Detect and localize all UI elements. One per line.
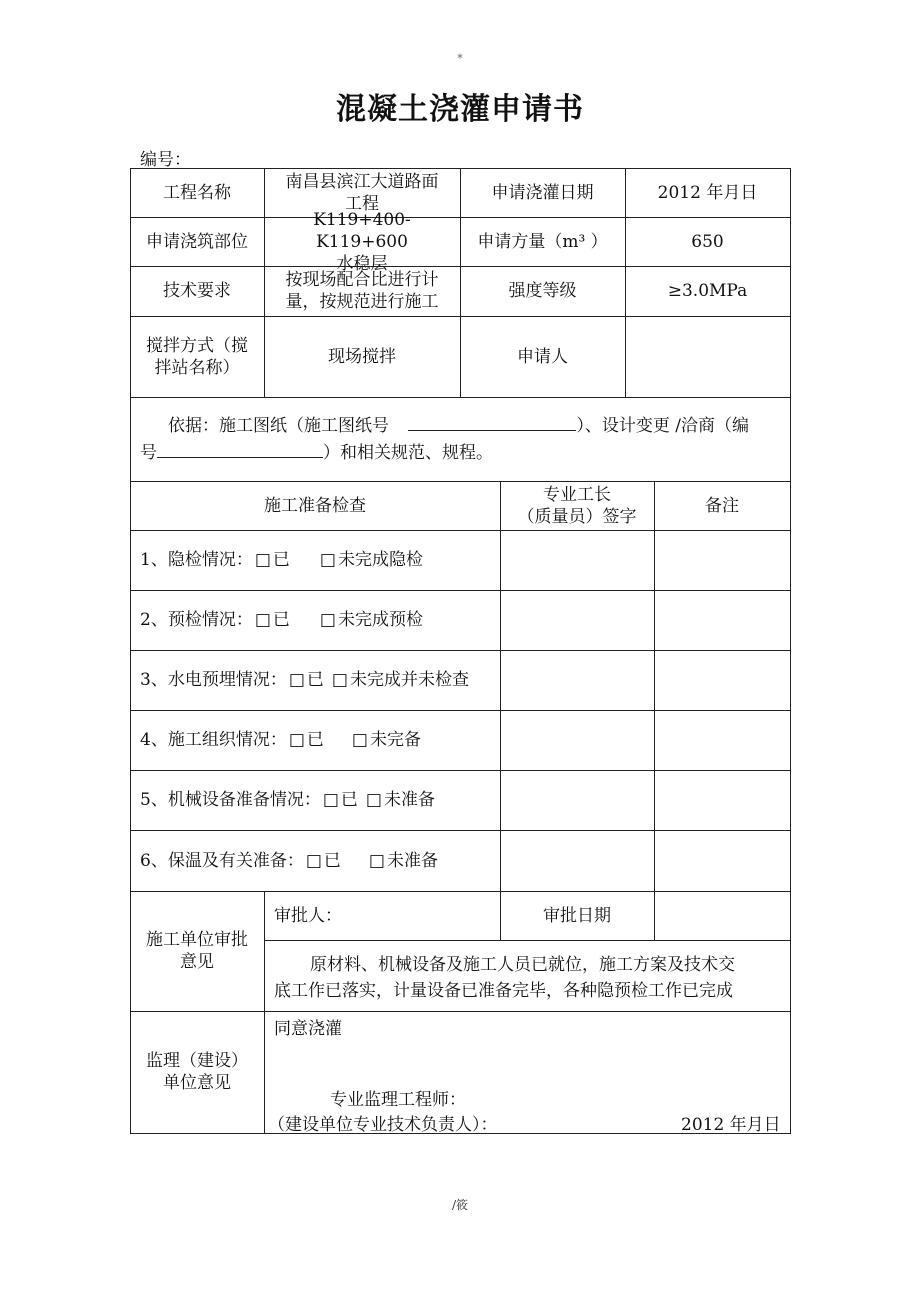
applicant-label: 申请人 xyxy=(517,346,568,367)
construction-approval-line2: 意见 xyxy=(180,952,214,972)
opinion-line1: 原材料、机械设备及施工人员已就位，施工方案及技术交 xyxy=(310,955,735,975)
change-number-blank[interactable] xyxy=(157,441,323,458)
approval-date-value[interactable] xyxy=(654,891,790,940)
strength-grade-value: ≥3.0MPa xyxy=(667,281,748,301)
document-number-label: 编号： xyxy=(140,150,191,170)
check-undone-label: 未准备 xyxy=(383,790,435,810)
checkbox-undone[interactable]: □ xyxy=(319,550,336,570)
project-name-line1: 南昌县滨江大道路面 xyxy=(285,171,439,192)
tech-requirement-value xyxy=(264,266,460,316)
mixing-method-line2: 拌站名称） xyxy=(154,357,240,378)
checkbox-done[interactable]: □ xyxy=(254,610,271,630)
check-item-3 xyxy=(130,650,500,710)
basis-line1 xyxy=(140,413,780,440)
checkbox-done[interactable]: □ xyxy=(288,730,305,750)
basis-line1-b: ）、设计变更 /洽商（编 xyxy=(576,416,750,436)
check-undone-label: 未完成隐检 xyxy=(337,550,423,570)
table-line xyxy=(500,481,501,891)
check-done-label: 已 xyxy=(272,550,290,570)
strength-grade-label: 强度等级 xyxy=(508,281,577,301)
applicant-value[interactable] xyxy=(625,316,790,397)
check-item-label: 5、机械设备准备情况： xyxy=(140,790,321,810)
table-line xyxy=(654,481,655,891)
check-item-6 xyxy=(130,830,500,891)
table-line xyxy=(790,168,791,1134)
mixing-method-label xyxy=(130,316,264,397)
basis-line2-b: ）和相关规范、规程。 xyxy=(323,443,493,463)
checkbox-undone[interactable]: □ xyxy=(331,670,348,690)
checkbox-done[interactable]: □ xyxy=(322,790,339,810)
supervision-line1: 监理（建设） xyxy=(146,1051,248,1071)
mixing-method-value: 现场搅拌 xyxy=(328,346,396,367)
check-item-label: 3、水电预埋情况： xyxy=(140,670,287,690)
checkbox-undone[interactable]: □ xyxy=(368,850,385,871)
tech-requirement-line2: 量，按规范进行施工 xyxy=(285,292,439,312)
check-item-label: 1、隐检情况： xyxy=(140,550,253,570)
check-undone-label: 未完备 xyxy=(369,730,421,750)
page-footer: /筱 xyxy=(451,1198,469,1212)
tech-requirement-line1: 按现场配合比进行计 xyxy=(285,270,439,290)
check-item-label: 2、预检情况： xyxy=(140,610,253,630)
checkbox-done[interactable]: □ xyxy=(254,550,271,570)
approval-date-label: 审批日期 xyxy=(543,905,611,926)
check-done-label: 已 xyxy=(323,850,341,871)
check-done-label: 已 xyxy=(272,610,290,630)
checkbox-done[interactable]: □ xyxy=(305,850,322,871)
check-item-1 xyxy=(130,530,500,590)
supervision-label xyxy=(130,1011,264,1133)
basis-line1-a: 依据：施工图纸（施工图纸号 xyxy=(168,416,389,436)
check-header: 施工准备检查 xyxy=(264,495,366,516)
foreman-sign-line2: （质量员）签字 xyxy=(517,506,637,527)
check-item-label: 4、施工组织情况： xyxy=(140,730,287,750)
checkbox-undone[interactable]: □ xyxy=(319,610,336,630)
supervision-agree: 同意浇灌 xyxy=(274,1019,342,1039)
check-done-label: 已 xyxy=(306,670,324,690)
pour-part-value xyxy=(264,209,460,274)
check-item-2 xyxy=(130,590,500,650)
supervision-engineer: 专业监理工程师： xyxy=(330,1090,466,1110)
opinion-line2: 底工作已落实，计量设备已准备完毕，各种隐预检工作已完成 xyxy=(274,981,733,1001)
check-undone-label: 未完成并未检查 xyxy=(349,670,469,690)
check-item-5 xyxy=(130,770,500,830)
project-name-label: 工程名称 xyxy=(163,182,231,203)
mixing-method-line1: 搅拌方式（搅 xyxy=(146,335,248,356)
pour-date-value: 2012 年月日 xyxy=(657,182,758,203)
basis-line2-a: 号 xyxy=(140,443,157,463)
supervision-date: 2012 年月日 xyxy=(681,1115,781,1135)
volume-label: 申请方量（m³ ） xyxy=(477,231,608,252)
pour-part-label: 申请浇筑部位 xyxy=(146,231,248,252)
pour-date-label: 申请浇灌日期 xyxy=(491,182,594,203)
check-done-label: 已 xyxy=(306,730,324,750)
approver-label: 审批人： xyxy=(274,905,342,926)
construction-approval-line1: 施工单位审批 xyxy=(146,930,248,950)
page-mark: * xyxy=(457,52,463,65)
pour-part-line2: 水稳层 xyxy=(336,253,388,274)
checkbox-undone[interactable]: □ xyxy=(351,730,368,750)
check-undone-label: 未准备 xyxy=(386,850,438,871)
volume-value: 650 xyxy=(691,231,724,252)
check-item-4 xyxy=(130,710,500,770)
project-name-line2: 工程 xyxy=(345,193,379,214)
check-done-label: 已 xyxy=(340,790,358,810)
construction-opinion xyxy=(264,940,790,1011)
checkbox-undone[interactable]: □ xyxy=(365,790,382,810)
foreman-sign-header xyxy=(500,481,654,530)
basis-text xyxy=(130,397,790,481)
foreman-sign-line1: 专业工长 xyxy=(543,484,611,505)
basis-line2 xyxy=(140,440,780,467)
owner-technical-lead: （建设单位专业技术负责人）： xyxy=(268,1115,498,1135)
check-undone-label: 未完成预检 xyxy=(337,610,423,630)
remark-header: 备注 xyxy=(705,495,739,516)
checkbox-done[interactable]: □ xyxy=(288,670,305,690)
check-item-label: 6、保温及有关准备： xyxy=(140,850,304,871)
pour-part-line1: K119+400-K119+600 xyxy=(313,209,411,252)
drawing-number-blank[interactable] xyxy=(408,414,576,431)
construction-approval-label xyxy=(130,891,264,1011)
document-title: 混凝土浇灌申请书 xyxy=(336,92,584,127)
supervision-line2: 单位意见 xyxy=(163,1073,231,1093)
tech-requirement-label: 技术要求 xyxy=(163,281,231,301)
